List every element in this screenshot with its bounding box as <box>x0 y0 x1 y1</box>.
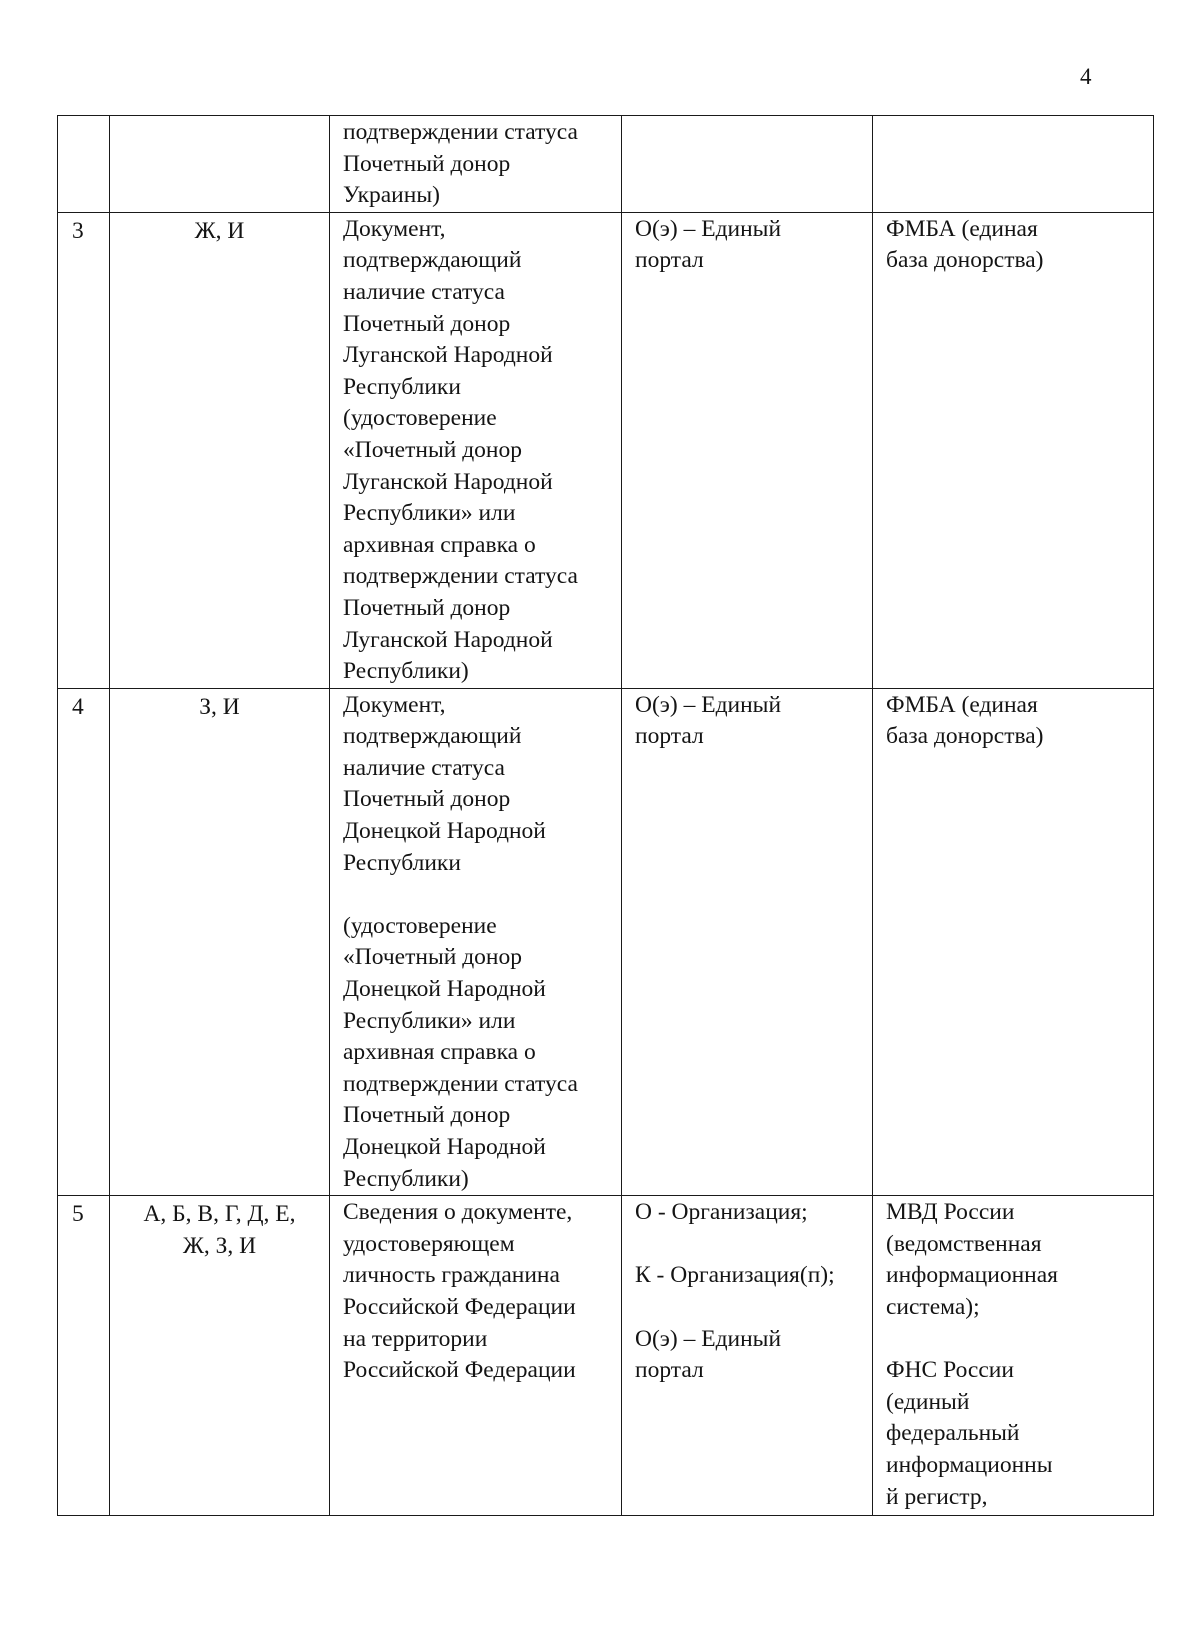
categories-cell <box>110 116 330 213</box>
source-cell <box>622 116 873 213</box>
document-cell: подтверждении статуса Почетный донор Украины) <box>330 116 622 213</box>
table-row <box>58 116 1154 213</box>
agency-cell: ФМБА (единая база донорства) <box>873 688 1154 1196</box>
document-cell: Документ, подтверждающий наличие статуса Почетный донор Луганской Народной Республики (удостоверение «Почетный донор Луганской Народной Республики» или архивная справка о подтверждении статуса Почетный донор Луганской Народной Республики) <box>330 212 622 688</box>
document-cell: Сведения о документе, удостоверяющем личность гражданина Российской Федерации на территории Российской Федерации <box>330 1196 622 1516</box>
table-row <box>58 212 1154 688</box>
categories-cell: З, И <box>110 688 330 1196</box>
source-cell: О(э) – Единый портал <box>622 212 873 688</box>
table-row <box>58 688 1154 1196</box>
categories-cell: А, Б, В, Г, Д, Е, Ж, З, И <box>110 1196 330 1516</box>
row-number-cell <box>58 116 110 213</box>
categories-cell: Ж, И <box>110 212 330 688</box>
agency-cell: МВД России (ведомственная информационная система); ФНС России (единый федеральный информационны й регистр, <box>873 1196 1154 1516</box>
row-number-cell: 3 <box>58 212 110 688</box>
document-table <box>57 115 1154 1516</box>
source-cell: О - Организация; К - Организация(п); О(э) – Единый портал <box>622 1196 873 1516</box>
row-number-cell: 4 <box>58 688 110 1196</box>
document-cell: Документ, подтверждающий наличие статуса Почетный донор Донецкой Народной Республики (удостоверение «Почетный донор Донецкой Народной Республики» или архивная справка о подтверждении статуса Почетный донор Донецкой Народной Республики) <box>330 688 622 1196</box>
source-cell: О(э) – Единый портал <box>622 688 873 1196</box>
agency-cell <box>873 116 1154 213</box>
table-row <box>58 1196 1154 1516</box>
page-number: 4 <box>1080 64 1092 89</box>
row-number-cell: 5 <box>58 1196 110 1516</box>
agency-cell: ФМБА (единая база донорства) <box>873 212 1154 688</box>
